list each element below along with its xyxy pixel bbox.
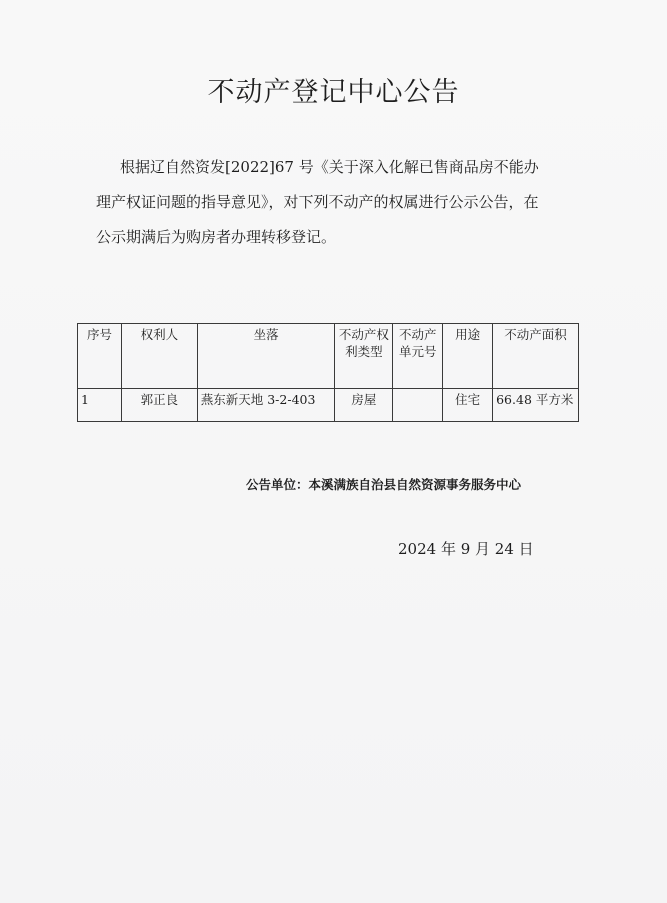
cell-owner: 郭正良 [121,389,197,422]
property-table [77,323,579,422]
header-usage: 用途 [443,324,493,389]
issuing-unit: 公告单位：本溪满族自治县自然资源事务服务中心 [246,477,522,492]
header-location: 坐落 [197,324,335,389]
table-header-row [78,324,579,389]
cell-usage: 住宅 [443,389,493,422]
table-row [78,389,579,422]
header-right-type: 不动产权利类型 [335,324,393,389]
cell-serial: 1 [78,389,122,422]
cell-unit-number [393,389,443,422]
notice-title: 不动产登记中心公告 [207,77,460,108]
notice-body-line-1: 根据辽自然资发[2022]67 号《关于深入化解已售商品房不能办 [120,158,539,176]
header-area: 不动产面积 [493,324,579,389]
header-owner: 权利人 [121,324,197,389]
notice-body [96,150,564,255]
notice-body-line-2: 理产权证问题的指导意见》，对下列不动产的权属进行公示公告，在 [96,193,539,211]
notice-date: 2024 年 9 月 24 日 [398,540,534,558]
cell-location: 燕东新天地 3-2-403 [197,389,335,422]
header-unit-number: 不动产单元号 [393,324,443,389]
cell-right-type: 房屋 [335,389,393,422]
cell-area: 66.48 平方米 [493,389,579,422]
header-serial: 序号 [78,324,122,389]
notice-body-line-3: 公示期满后为购房者办理转移登记。 [96,228,337,246]
